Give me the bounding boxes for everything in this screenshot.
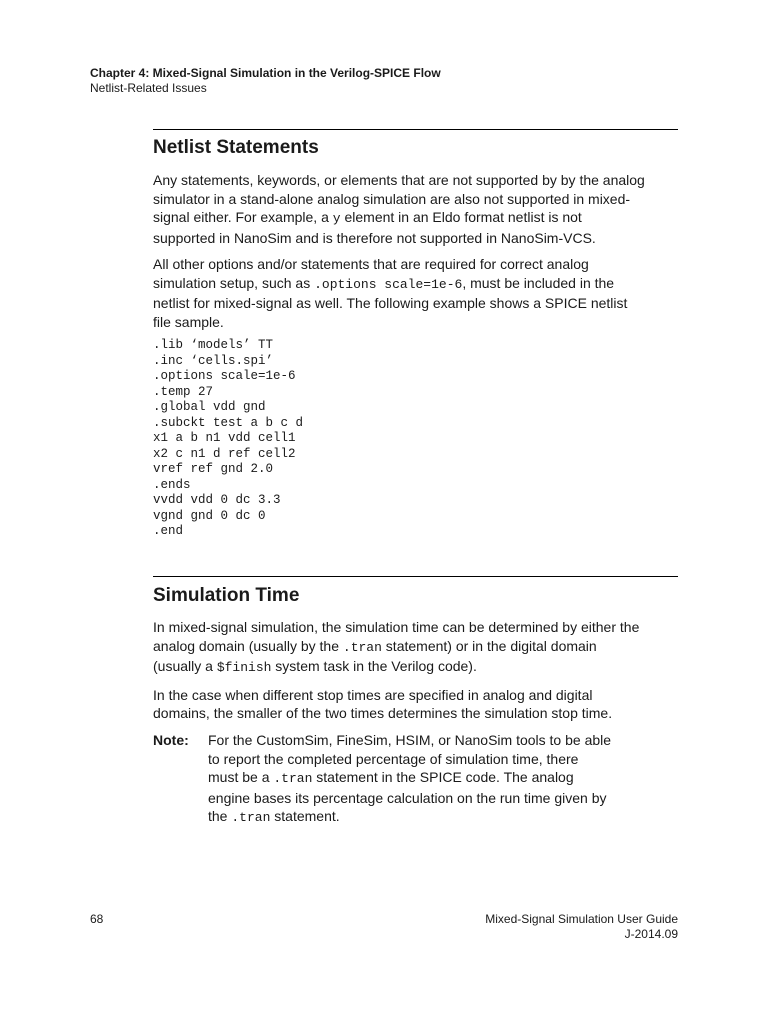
code-sample: .lib ‘models’ TT .inc ‘cells.spi’ .options scale=1e-6 .temp 27 .global vdd gnd .subckt test a b c d x1 a b n1 vdd cell1 x2 c n1 d ref cell2 vref ref gnd 2.0 .ends vvdd vdd 0 dc 3.3 vgnd gnd 0 dc 0 .end: [153, 338, 304, 538]
netlist-statements-section: [153, 129, 678, 540]
section-rule: [153, 129, 678, 130]
inline-code: .options scale=1e-6: [314, 276, 463, 292]
chapter-title: Chapter 4: Mixed-Signal Simulation in the Verilog-SPICE Flow: [90, 66, 441, 80]
section-heading: Netlist Statements: [153, 137, 319, 158]
simulation-time-section: [153, 576, 678, 723]
inline-code: $finish: [216, 660, 272, 675]
paragraph: In mixed-signal simulation, the simulation time can be determined by either the analog domain (usually by the .tran statement) or in the digital domain (usually a $finish system task in the Verilog code).: [153, 619, 640, 675]
note-text: For the CustomSim, FineSim, HSIM, or NanoSim tools to be able to report the completed percentage of simulation time, there must be a .tran statement in the SPICE code. The analog engine bases its percentage calculation on the run time given by the .tran statement.: [208, 732, 612, 825]
page-number: 68: [90, 912, 104, 926]
guide-title: Mixed-Signal Simulation User Guide: [485, 912, 678, 926]
inline-code: y: [332, 211, 341, 226]
note-label: Note:: [153, 732, 189, 748]
inline-code: .tran: [273, 771, 313, 786]
section-subtitle: Netlist-Related Issues: [90, 81, 207, 95]
guide-version: J-2014.09: [624, 927, 678, 941]
paragraph: In the case when different stop times are specified in analog and digital domains, the smaller of the two times determines the simulation stop time.: [153, 686, 613, 721]
paragraph: All other options and/or statements that are required for correct analog simulation setup, such as .options scale=1e-6, must be included in the netlist for mixed-signal as well. The following example shows a SPICE netlist file sample.: [153, 256, 628, 330]
section-heading: Simulation Time: [153, 585, 300, 606]
paragraph: Any statements, keywords, or elements that are not supported by by the analog simulator in a stand-alone analog simulation are also not supported in mixed- signal either. For example, a y element in an Eldo format netlist is not supported in NanoSim and is therefore not supported in NanoSim-VCS.: [153, 172, 645, 246]
running-header: [90, 66, 441, 96]
section-rule: [153, 576, 678, 577]
inline-code: .tran: [342, 639, 382, 655]
footer-info: [485, 912, 678, 942]
inline-code: .tran: [231, 810, 271, 825]
